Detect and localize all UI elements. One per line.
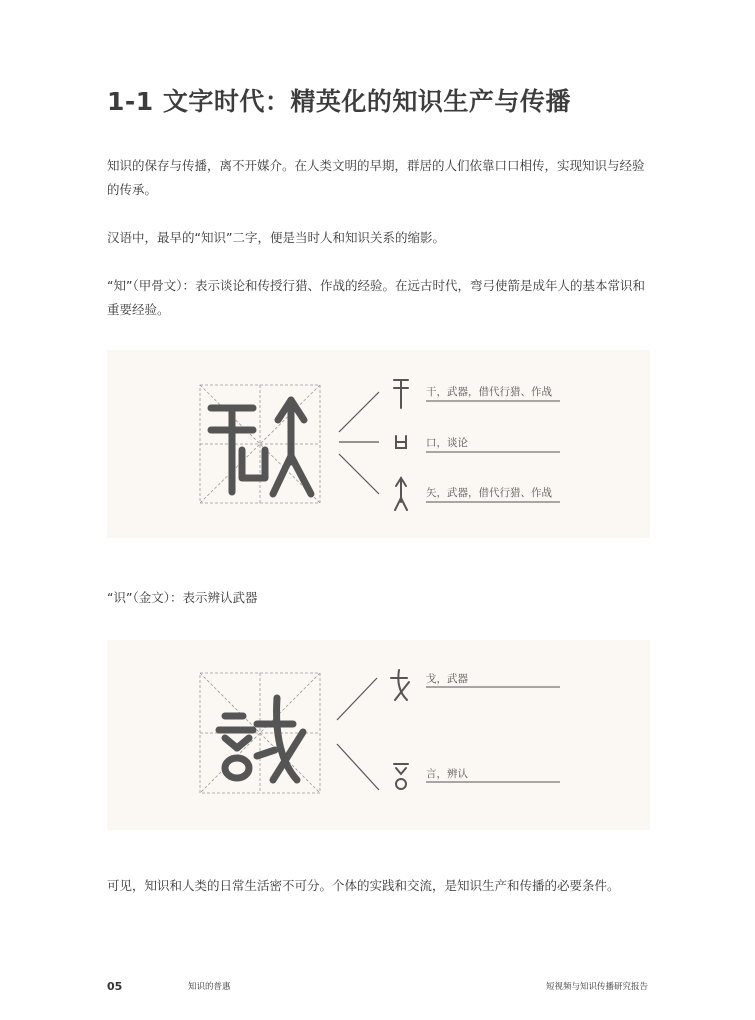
shi-component-label: 矢，武器，借代行猎、作战 bbox=[426, 487, 552, 499]
shi-definition-paragraph: “识”（金文）：表示辨认武器 bbox=[107, 590, 258, 605]
gan-glyph-icon bbox=[394, 380, 408, 408]
conclusion-paragraph: 可见，知识和人类的日常生活密不可分。个体的实践和交流，是知识生产和传播的必要条件。 bbox=[107, 878, 620, 893]
shi-connector-lines bbox=[337, 678, 379, 790]
yan-component-label: 言，辨认 bbox=[426, 768, 468, 780]
gan-component-label: 干，武器，借代行猎、作战 bbox=[426, 386, 552, 398]
footer-section-title: 知识的普惠 bbox=[188, 982, 231, 992]
yan-glyph-icon bbox=[394, 764, 408, 789]
intro-paragraph: 知识的保存与传播，离不开媒介。在人类文明的早期，群居的人们依靠口口相传，实现知识与经验的传承。 bbox=[107, 158, 645, 197]
shi-arrow-glyph-icon bbox=[395, 478, 407, 510]
page-title: 1-1 文字时代：精英化的知识生产与传播 bbox=[107, 87, 571, 116]
shi-figure-svg bbox=[107, 640, 650, 830]
zhi-grid bbox=[200, 385, 320, 503]
footer-report-title: 短视频与知识传播研究报告 bbox=[545, 982, 648, 992]
zhi-definition-paragraph: “知”（甲骨文）：表示谈论和传授行猎、作战的经验。在远古时代，弯弓使箭是成年人的基本常识和重要经验。 bbox=[107, 278, 645, 317]
page-number: 05 bbox=[107, 980, 123, 993]
kou-glyph-icon bbox=[396, 436, 406, 448]
ge-component-label: 戈，武器 bbox=[426, 673, 468, 685]
zhishi-paragraph: 汉语中，最早的“知识”二字，便是当时人和知识关系的缩影。 bbox=[107, 230, 445, 245]
zhi-figure-svg bbox=[107, 350, 650, 538]
zhi-connector-lines bbox=[339, 392, 379, 494]
kou-component-label: 口，谈论 bbox=[426, 437, 468, 449]
shi-bronze-glyph bbox=[219, 698, 303, 780]
ge-glyph-icon bbox=[391, 670, 409, 700]
zhi-figure-panel bbox=[107, 350, 650, 538]
shi-figure-panel bbox=[107, 640, 650, 830]
zhi-oracle-glyph bbox=[211, 400, 311, 494]
